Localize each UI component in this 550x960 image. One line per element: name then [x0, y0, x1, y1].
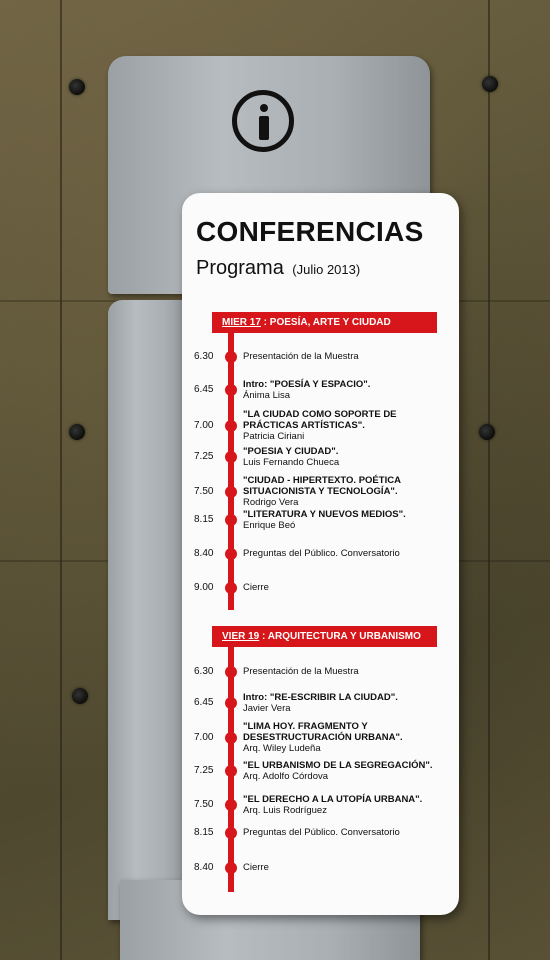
item-title: Cierre	[243, 862, 269, 873]
item-title: "CIUDAD - HIPERTEXTO. POÉTICA SITUACIONISTA Y TECNOLOGÍA".	[243, 475, 401, 497]
item-speaker: Javier Vera	[243, 703, 291, 714]
schedule-item	[243, 827, 448, 838]
item-speaker: Arq. Luis Rodríguez	[243, 805, 327, 816]
item-title: "LIMA HOY. FRAGMENTO Y DESESTRUCTURACIÓN URBANA".	[243, 721, 403, 743]
time-label: 7.25	[194, 765, 214, 776]
item-speaker: Enrique Beó	[243, 520, 296, 531]
metal-sign-notch	[108, 300, 188, 920]
timeline-node	[225, 799, 237, 811]
time-label: 7.00	[194, 420, 214, 431]
item-speaker: Rodrigo Vera	[243, 497, 299, 508]
timeline-node	[225, 548, 237, 560]
time-label: 6.30	[194, 351, 214, 362]
day-topic: : ARQUITECTURA Y URBANISMO	[259, 631, 421, 642]
day-label: MIER 17	[222, 317, 261, 328]
timeline-node	[225, 486, 237, 498]
day-header	[212, 626, 437, 647]
timeline-node	[225, 420, 237, 432]
item-speaker: Patricia Ciriani	[243, 431, 305, 442]
schedule-item	[243, 721, 448, 754]
timeline-node	[225, 384, 237, 396]
item-title: Preguntas del Público. Conversatorio	[243, 548, 400, 559]
item-title: "LITERATURA Y NUEVOS MEDIOS".	[243, 509, 406, 520]
wall-bolt	[479, 424, 495, 440]
schedule-item	[243, 475, 448, 508]
schedule-item	[243, 351, 448, 362]
time-label: 7.00	[194, 732, 214, 743]
schedule-item	[243, 409, 448, 442]
timeline-node	[225, 827, 237, 839]
wall-seam	[60, 0, 62, 960]
item-title: Intro: "RE-ESCRIBIR LA CIUDAD".	[243, 692, 398, 703]
timeline-node	[225, 514, 237, 526]
info-icon	[232, 90, 294, 152]
schedule-item	[243, 760, 448, 782]
subtitle-program: Programa	[196, 257, 284, 279]
time-label: 8.15	[194, 827, 214, 838]
time-label: 7.50	[194, 799, 214, 810]
timeline-node	[225, 697, 237, 709]
day-label: VIER 19	[222, 631, 260, 642]
schedule-item	[243, 692, 448, 714]
item-speaker: Arq. Adolfo Córdova	[243, 771, 329, 782]
schedule-item	[243, 446, 448, 468]
item-speaker: Luis Fernando Chueca	[243, 457, 340, 468]
item-title: "EL URBANISMO DE LA SEGREGACIÓN".	[243, 760, 433, 771]
day-header	[212, 312, 437, 333]
wall-bolt	[72, 688, 88, 704]
day-topic: : POESÍA, ARTE Y CIUDAD	[260, 317, 391, 328]
time-label: 7.50	[194, 486, 214, 497]
time-label: 9.00	[194, 582, 214, 593]
item-title: "POESIA Y CIUDAD".	[243, 446, 339, 457]
item-title: "LA CIUDAD COMO SOPORTE DE PRÁCTICAS ARTÍSTICAS".	[243, 409, 397, 431]
timeline-node	[225, 666, 237, 678]
timeline-node	[225, 732, 237, 744]
timeline-node	[225, 765, 237, 777]
time-label: 8.15	[194, 514, 214, 525]
schedule-item	[243, 582, 448, 593]
schedule-item	[243, 509, 448, 531]
timeline-node	[225, 451, 237, 463]
time-label: 8.40	[194, 862, 214, 873]
time-label: 6.45	[194, 384, 214, 395]
time-label: 7.25	[194, 451, 214, 462]
item-title: "EL DERECHO A LA UTOPÍA URBANA".	[243, 794, 423, 805]
item-title: Presentación de la Muestra	[243, 666, 359, 677]
schedule-item	[243, 666, 448, 677]
subtitle-date: (Julio 2013)	[292, 262, 361, 277]
timeline-node	[225, 862, 237, 874]
wall-bolt	[69, 424, 85, 440]
time-label: 8.40	[194, 548, 214, 559]
item-title: Preguntas del Público. Conversatorio	[243, 827, 400, 838]
item-speaker: Ánima Lisa	[243, 390, 290, 401]
timeline-line	[228, 333, 234, 610]
item-speaker: Arq. Wiley Ludeña	[243, 743, 321, 754]
timeline-node	[225, 351, 237, 363]
time-label: 6.30	[194, 666, 214, 677]
schedule-item	[243, 379, 448, 401]
wall-bolt	[482, 76, 498, 92]
schedule-item	[243, 548, 448, 559]
wall-bolt	[69, 79, 85, 95]
time-label: 6.45	[194, 697, 214, 708]
item-title: Intro: "POESÍA Y ESPACIO".	[243, 379, 371, 390]
subtitle	[196, 257, 360, 280]
timeline-node	[225, 582, 237, 594]
item-title: Cierre	[243, 582, 269, 593]
item-title: Presentación de la Muestra	[243, 351, 359, 362]
schedule-item	[243, 794, 448, 816]
page-title: CONFERENCIAS	[196, 216, 424, 247]
wall-seam	[488, 0, 490, 960]
schedule-item	[243, 862, 448, 873]
